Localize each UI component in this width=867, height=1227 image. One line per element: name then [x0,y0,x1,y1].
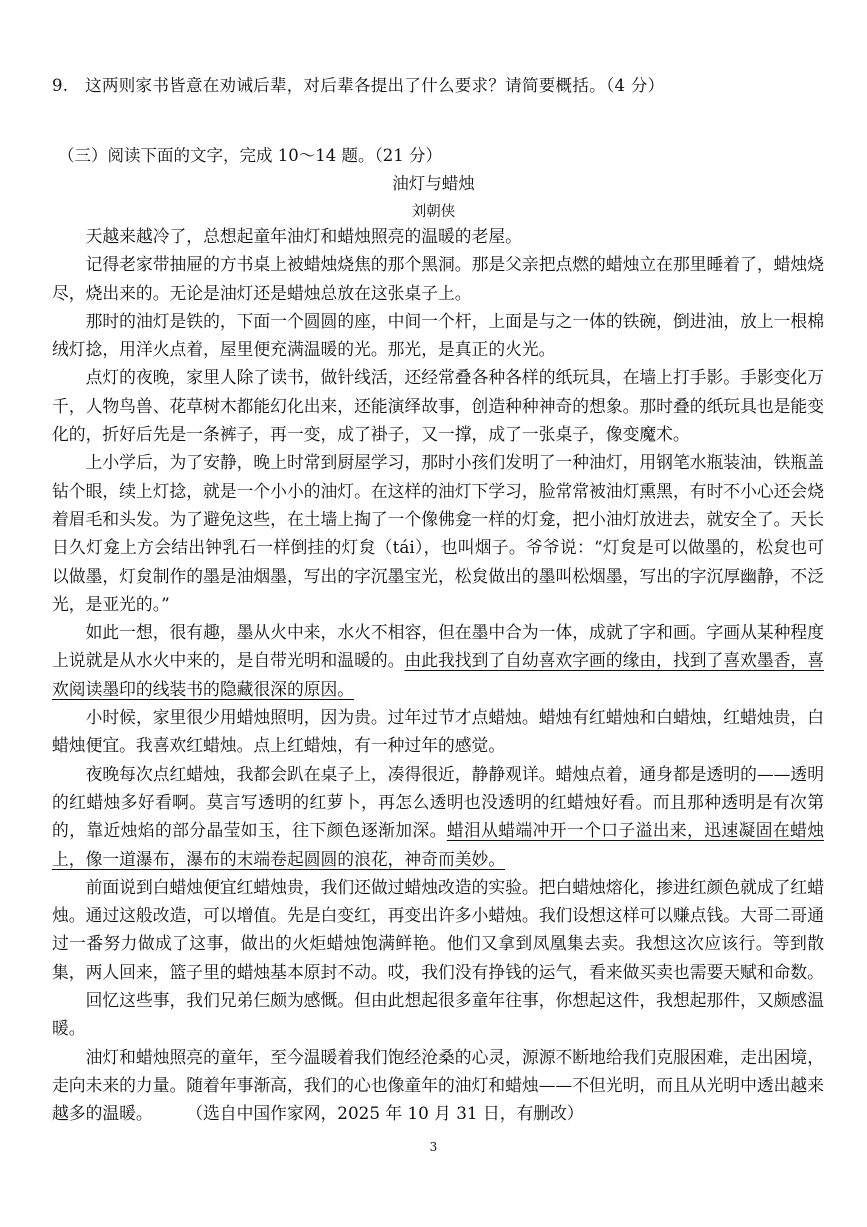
article-source: （选自中国作家网，2025 年 10 月 31 日，有删改） [194,1103,584,1124]
paragraph-7: 小时候，家里很少用蜡烛照明，因为贵。过年过节才点蜡烛。蜡烛有红蜡烛和白蜡烛，红蜡烛贵，白蜡烛便宜。我喜欢红蜡烛。点上红蜡烛，有一种过年的感觉。 [52,707,824,756]
paragraph-10: 回忆这些事，我们兄弟仨颇为感慨。但由此想起很多童年往事，你想起这件，我想起那件，又颇感温暖。 [52,990,824,1039]
article-title: 油灯与蜡烛 [392,174,475,193]
question-9: 9. 这两则家书皆意在劝诫后辈，对后辈各提出了什么要求？请简要概括。（4 分） [52,76,665,95]
paragraph-5: 上小学后，为了安静，晚上时常到厨屋学习，那时小孩们发明了一种油灯，用钢笔水瓶装油，铁瓶盖钻个眼，续上灯捻，就是一个小小的油灯。在这样的油灯下学习，脸常常被油灯熏黑，有时不小心还会烧着眉毛和头发。为了避免这些，在土墙上掏了一个像佛龛一样的灯龛，把小油灯放进去，就安全了。天长日久灯龛上方会结出钟乳石一样倒挂的灯炱（tái），也叫烟子。爷爷说：“灯炱是可以做墨的，松炱也可以做墨，灯炱制作的墨是油烟墨，写出的字沉墨宝光，松炱做出的墨叫松烟墨，写出的字沉厚幽静，不泛光，是亚光的。” [52,452,824,614]
article-author: 刘朝侠 [411,204,456,220]
paragraph-8-text: 夜晚每次点红蜡烛，我都会趴在桌子上，凑得很近，静静观详。蜡烛点着，通身都是透明的——透明的红蜡烛多好看啊。莫言写透明的红萝卜，再怎么透明也没透明的红蜡烛好看。而且那种透明是有次第的，靠近烛焰的部分晶莹如玉，往下颜色逐渐加深。 [52,763,824,841]
page-number: 3 [429,1140,438,1154]
underlined-sentence-2: 蜡泪从蜡端冲开一个口子溢出来，迅速凝固在蜡烛上，像一道瀑布，瀑布的末端卷起圆圆的浪花，神奇而美妙。 [52,820,824,869]
paragraph-11-text: 油灯和蜡烛照亮的童年，至今温暖着我们饱经沧桑的心灵，源源不断地给我们克服困难，走出困境，走向未来的力量。随着年事渐高，我们的心也像童年的油灯和蜡烛——不但光明，而且从光明中透出越来越多的温暖。 [52,1046,824,1124]
paragraph-4: 点灯的夜晚，家里人除了读书，做针线活，还经常叠各种各样的纸玩具，在墙上打手影。手影变化万千，人物鸟兽、花草树木都能幻化出来，还能演绎故事，创造种种神奇的想象。那时叠的纸玩具也是能变化的，折好后先是一条裤子，再一变，成了褂子，又一撑，成了一张桌子，像变魔术。 [52,367,824,445]
paragraph-9: 前面说到白蜡烛便宜红蜡烛贵，我们还做过蜡烛改造的实验。把白蜡烛熔化，掺进红颜色就成了红蜡烛。通过这般改造，可以增值。先是白变红，再变出许多小蜡烛。我们设想这样可以赚点钱。大哥二哥通过一番努力做成了这事，做出的火炬蜡烛饱满鲜艳。他们又拿到凤凰集去卖。我想这次应该行。等到散集，两人回来，篮子里的蜡烛基本原封不动。哎，我们没有挣钱的运气，看来做买卖也需要天赋和命数。 [52,876,824,982]
paragraph-1: 天越来越冷了，总想起童年油灯和蜡烛照亮的温暖的老屋。 [85,226,522,246]
paragraph-11 [52,1043,824,1128]
paragraph-6 [52,618,824,703]
article-body [52,222,824,1128]
paragraph-2: 记得老家带抽屉的方书桌上被蜡烛烧焦的那个黑洞。那是父亲把点燃的蜡烛立在那里睡着了，蜡烛烧尽，烧出来的。无论是油灯还是蜡烛总放在这张桌子上。 [52,254,824,303]
paragraph-6-text: 如此一想，很有趣，墨从火中来，水火不相容，但在墨中合为一体，成就了字和画。字画从某种程度上说就是从水火中来的，是自带光明和温暖的。 [52,622,824,671]
section-3-header: （三）阅读下面的文字，完成 10～14 题。（21 分） [58,146,442,165]
paragraph-3: 那时的油灯是铁的，下面一个圆圆的座，中间一个杆，上面是与之一体的铁碗，倒进油，放上一根棉绒灯捻，用洋火点着，屋里便充满温暖的光。那光，是真正的火光。 [52,310,824,360]
paragraph-8 [52,760,824,873]
underlined-sentence-1: 由此我找到了自幼喜欢字画的缘由，找到了喜欢墨香，喜欢阅读墨印的线装书的隐藏很深的原因。 [52,650,824,699]
